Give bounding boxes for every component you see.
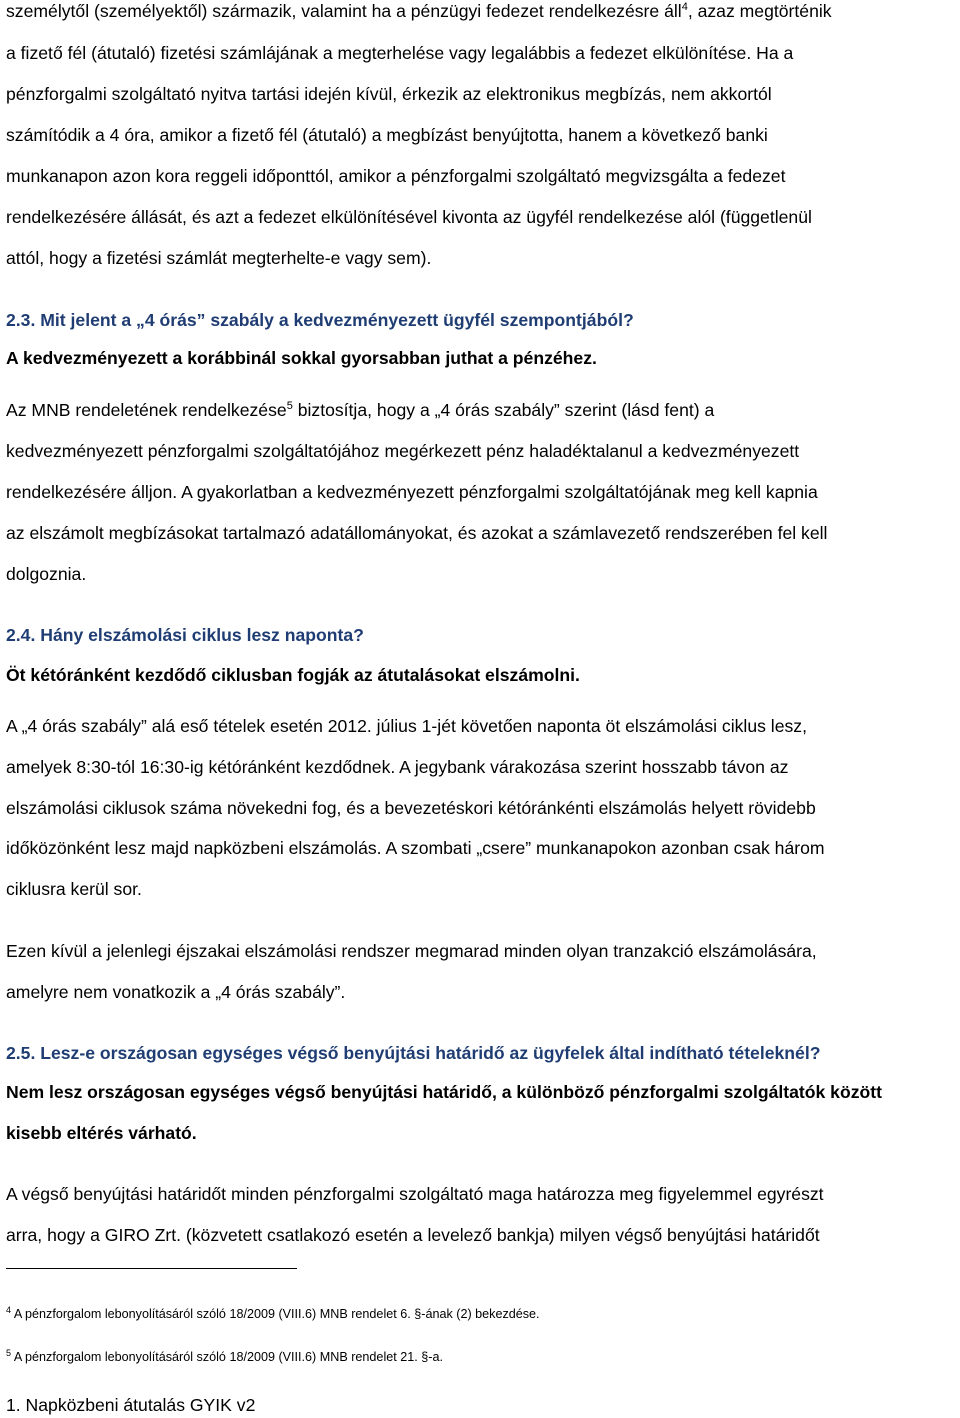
body-text-line: személytől (személyektől) származik, valamint ha a pénzügyi fedezet rendelkezésre áll$^4$, azaz megtörténik: [6, 1, 832, 21]
section-heading-2-5: 2.5. Lesz-e országosan egységes végső benyújtási határidő az ügyfelek által indítható tételeknél?: [6, 1043, 821, 1063]
section-answer-2-5-cont: kisebb eltérés várható.: [6, 1123, 197, 1143]
body-text-line: rendelkezésére állását, és azt a fedezet elkülönítésével kivonta az ügyfél rendelkezése alól (függetlenül: [6, 207, 812, 227]
page-footer: 1. Napközbeni átutalás GYIK v2: [6, 1395, 256, 1415]
body-text-line: attól, hogy a fizetési számlát megterhelte-e vagy sem).: [6, 248, 432, 268]
body-text-line: pénzforgalmi szolgáltató nyitva tartási idején kívül, érkezik az elektronikus megbízás, nem akkortól: [6, 84, 772, 104]
body-text-line: számítódik a 4 óra, amikor a fizető fél (átutaló) a megbízást benyújtotta, hanem a következő banki: [6, 125, 768, 145]
body-text-line: elszámolási ciklusok száma növekedni fog, és a bevezetéskori kétóránkénti elszámolás helyett rövidebb: [6, 798, 816, 818]
section-answer-2-3: A kedvezményezett a korábbinál sokkal gyorsabban juthat a pénzéhez.: [6, 348, 597, 368]
section-heading-2-4: 2.4. Hány elszámolási ciklus lesz naponta?: [6, 625, 364, 645]
body-text-line: időközönként lesz majd napközbeni elszámolás. A szombati „csere” munkanapokon azonban csak három: [6, 838, 825, 858]
body-text-line: Az MNB rendeletének rendelkezése$^5$ biztosítja, hogy a „4 órás szabály” szerint (lásd fent) a: [6, 400, 715, 420]
footnote-5: $^5$ A pénzforgalom lebonyolításáról szóló 18/2009 (VIII.6) MNB rendelet 21. §-a.: [6, 1347, 443, 1364]
body-text-line: Ezen kívül a jelenlegi éjszakai elszámolási rendszer megmarad minden olyan tranzakció elszámolására,: [6, 941, 817, 961]
body-text-line: kedvezményezett pénzforgalmi szolgáltatójához megérkezett pénz haladéktalanul a kedvezményezett: [6, 441, 800, 461]
body-text-line: amelyek 8:30-tól 16:30-ig kétóránként kezdődnek. A jegybank várakozása szerint hosszabb távon az: [6, 757, 789, 777]
section-answer-2-5: Nem lesz országosan egységes végső benyújtási határidő, a különböző pénzforgalmi szolgáltatók között: [6, 1082, 882, 1102]
body-text-line: munkanapon azon kora reggeli időponttól, amikor a pénzforgalmi szolgáltató megvizsgálta a fedezet: [6, 166, 786, 186]
section-answer-2-4: Öt kétóránként kezdődő ciklusban fogják az átutalásokat elszámolni.: [6, 665, 580, 685]
footnote-4: $^4$ A pénzforgalom lebonyolításáról szóló 18/2009 (VIII.6) MNB rendelet 6. §-ának (2) bekezdése.: [6, 1304, 540, 1321]
footnote-ref-4[interactable]: 4: [681, 1, 688, 14]
body-text-line: dolgoznia.: [6, 564, 87, 584]
footnote-separator: [6, 1268, 297, 1269]
body-text-line: A „4 órás szabály” alá eső tételek esetén 2012. július 1-jét követően naponta öt elszámolási ciklus lesz,: [6, 716, 807, 736]
body-text-line: rendelkezésére álljon. A gyakorlatban a kedvezményezett pénzforgalmi szolgáltatójának meg kell kapnia: [6, 482, 818, 502]
body-text-line: az elszámolt megbízásokat tartalmazó adatállományokat, és azokat a számlavezető rendszerében fel kell: [6, 523, 828, 543]
body-text-line: a fizető fél (átutaló) fizetési számlájának a megterhelése vagy legalábbis a fedezet elkülönítése. Ha a: [6, 43, 794, 63]
footnote-ref-5[interactable]: 5: [286, 400, 293, 413]
body-text-line: ciklusra kerül sor.: [6, 879, 142, 899]
body-text-line: A végső benyújtási határidőt minden pénzforgalmi szolgáltató maga határozza meg figyelemmel egyrészt: [6, 1184, 824, 1204]
body-text-line: arra, hogy a GIRO Zrt. (közvetett csatlakozó esetén a levelező bankja) milyen végső benyújtási határidőt: [6, 1225, 820, 1245]
body-text-line: amelyre nem vonatkozik a „4 órás szabály”.: [6, 982, 346, 1002]
section-heading-2-3: 2.3. Mit jelent a „4 órás” szabály a kedvezményezett ügyfél szempontjából?: [6, 310, 634, 330]
